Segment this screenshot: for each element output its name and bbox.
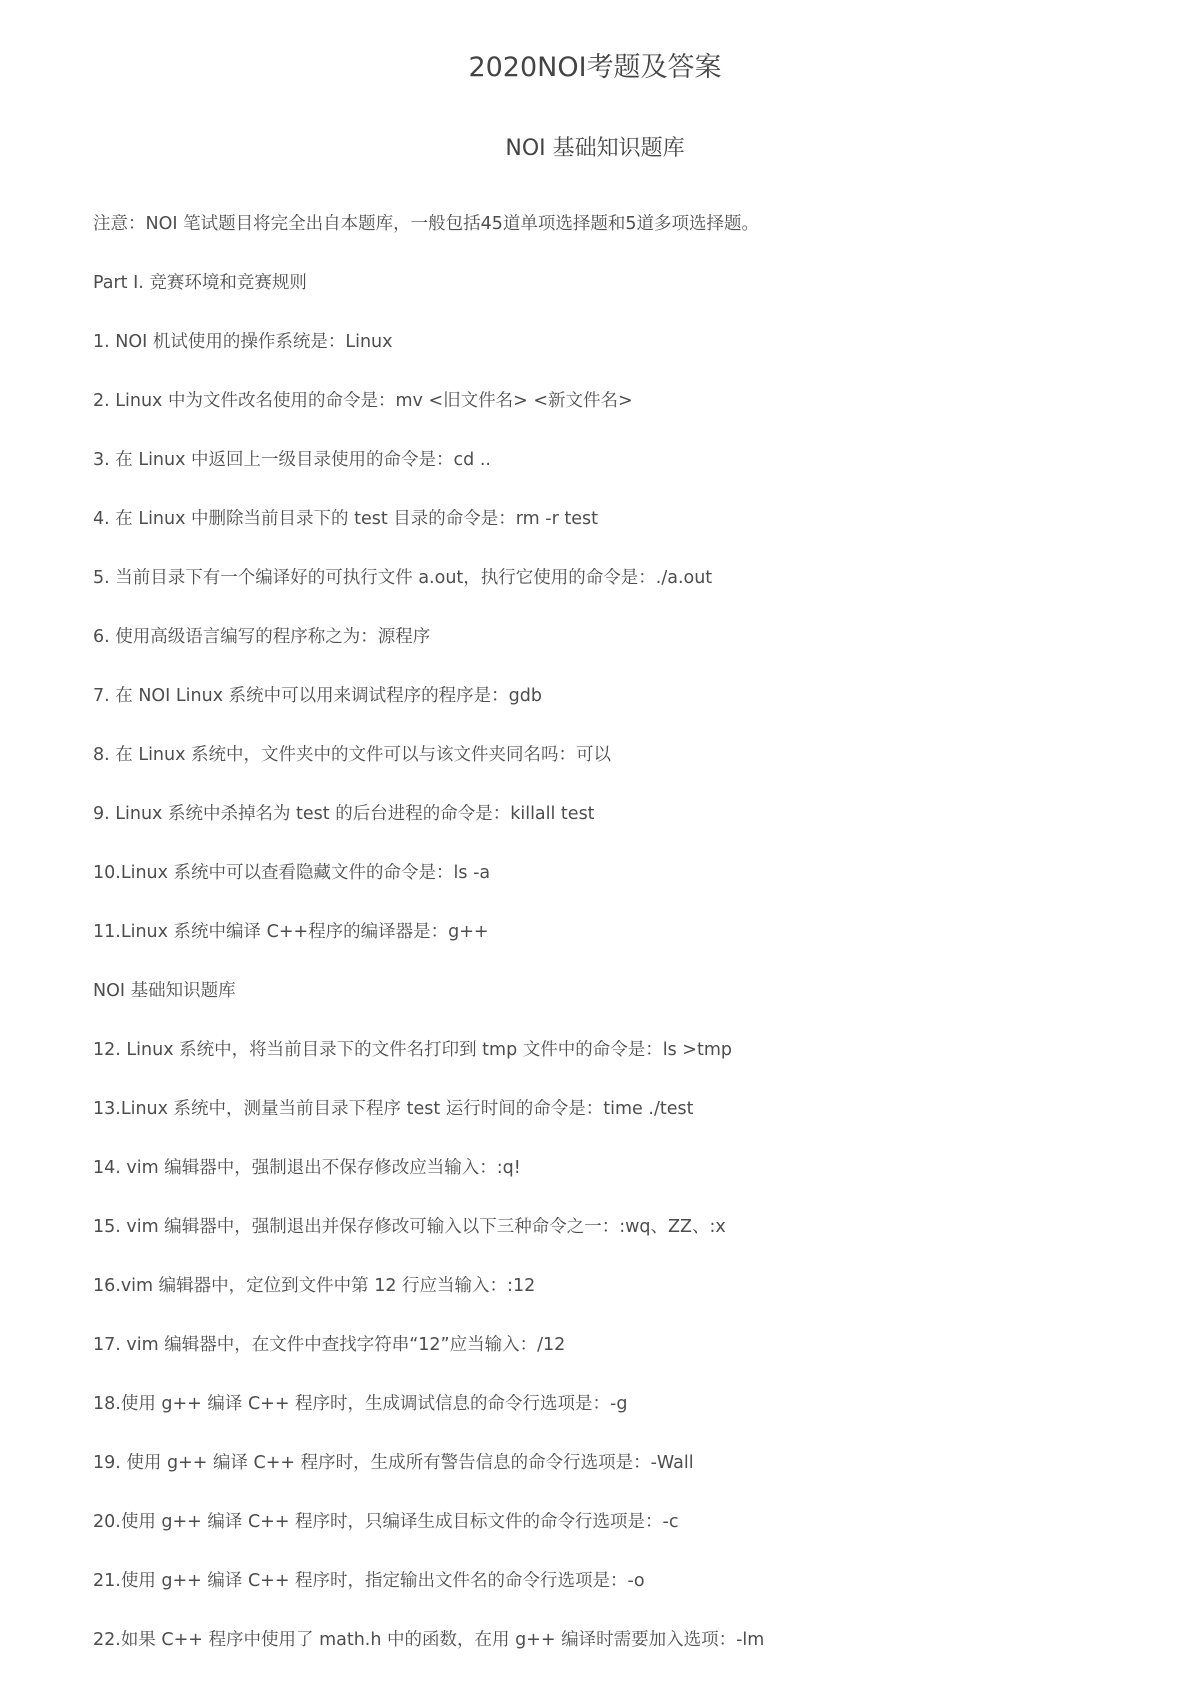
notice-text: 注意：NOI 笔试题目将完全出自本题库，一般包括45道单项选择题和5道多项选择题。 bbox=[93, 214, 759, 234]
question-item: 15. vim 编辑器中，强制退出并保存修改可输入以下三种命令之一：:wq、ZZ、:x bbox=[93, 1217, 726, 1237]
question-item: 10.Linux 系统中可以查看隐藏文件的命令是：ls -a bbox=[93, 863, 491, 883]
question-item: 14. vim 编辑器中，强制退出不保存修改应当输入：:q! bbox=[93, 1158, 521, 1178]
question-list bbox=[93, 212, 1133, 1687]
question-item: 8. 在 Linux 系统中，文件夹中的文件可以与该文件夹同名吗：可以 bbox=[93, 745, 612, 765]
question-item: 6. 使用高级语言编写的程序称之为：源程序 bbox=[93, 627, 431, 647]
running-header: NOI 基础知识题库 bbox=[93, 981, 236, 1001]
question-item: 11.Linux 系统中编译 C++程序的编译器是：g++ bbox=[93, 922, 489, 942]
question-item: 3. 在 Linux 中返回上一级目录使用的命令是：cd .. bbox=[93, 450, 491, 470]
question-item: 1. NOI 机试使用的操作系统是：Linux bbox=[93, 332, 393, 352]
question-item: 7. 在 NOI Linux 系统中可以用来调试程序的程序是：gdb bbox=[93, 686, 542, 706]
question-item: 22.如果 C++ 程序中使用了 math.h 中的函数，在用 g++ 编译时需要加入选项：-lm bbox=[93, 1630, 765, 1650]
question-item: 18.使用 g++ 编译 C++ 程序时，生成调试信息的命令行选项是：-g bbox=[93, 1394, 628, 1414]
question-item: 9. Linux 系统中杀掉名为 test 的后台进程的命令是：killall test bbox=[93, 804, 595, 824]
question-item: 5. 当前目录下有一个编译好的可执行文件 a.out，执行它使用的命令是：./a.out bbox=[93, 568, 713, 588]
question-item: 17. vim 编辑器中，在文件中查找字符串“12”应当输入：/12 bbox=[93, 1335, 566, 1355]
section-heading: Part I. 竞赛环境和竞赛规则 bbox=[93, 273, 307, 293]
question-item: 20.使用 g++ 编译 C++ 程序时，只编译生成目标文件的命令行选项是：-c bbox=[93, 1512, 679, 1532]
page-title: 2020NOI考题及答案 bbox=[468, 52, 722, 83]
question-item: 4. 在 Linux 中删除当前目录下的 test 目录的命令是：rm -r test bbox=[93, 509, 598, 529]
question-item: 16.vim 编辑器中，定位到文件中第 12 行应当输入：:12 bbox=[93, 1276, 536, 1296]
question-item: 21.使用 g++ 编译 C++ 程序时，指定输出文件名的命令行选项是：-o bbox=[93, 1571, 645, 1591]
question-item: 19. 使用 g++ 编译 C++ 程序时，生成所有警告信息的命令行选项是：-Wall bbox=[93, 1453, 694, 1473]
question-item: 12. Linux 系统中，将当前目录下的文件名打印到 tmp 文件中的命令是：ls >tmp bbox=[93, 1040, 732, 1060]
page-subtitle: NOI 基础知识题库 bbox=[505, 136, 685, 161]
question-item: 13.Linux 系统中，测量当前目录下程序 test 运行时间的命令是：time ./test bbox=[93, 1099, 694, 1119]
question-item: 2. Linux 中为文件改名使用的命令是：mv <旧文件名> <新文件名> bbox=[93, 391, 633, 411]
